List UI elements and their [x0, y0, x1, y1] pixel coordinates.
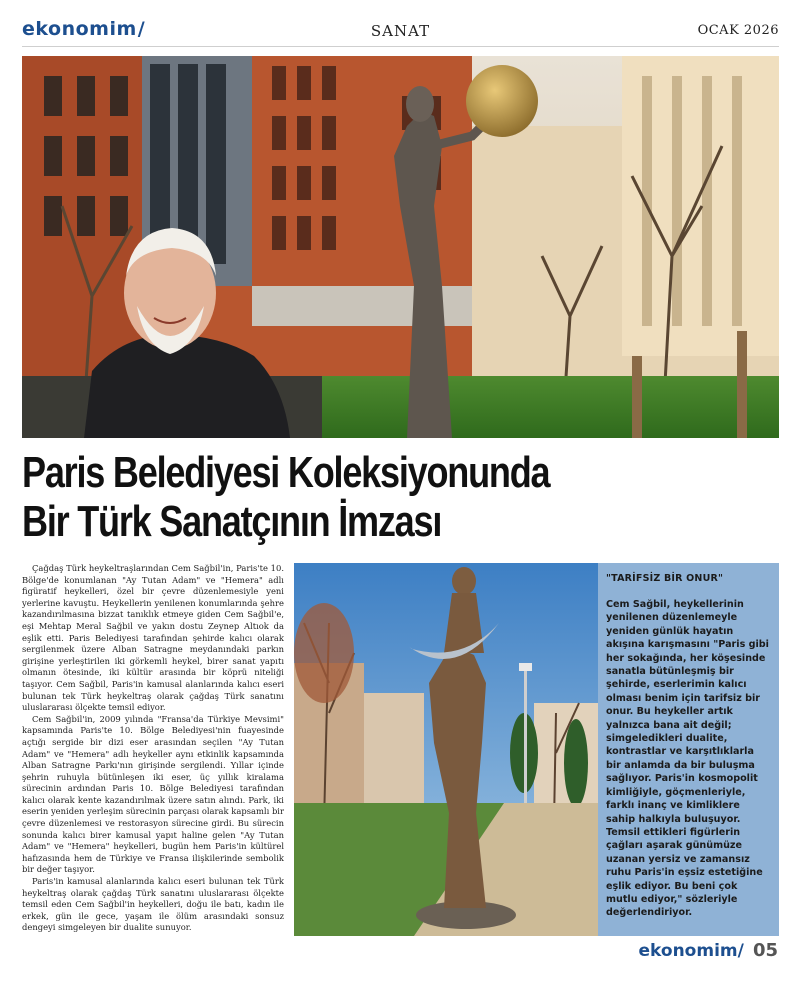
body-paragraph-2: Cem Sağbil'in, 2009 yılında "Fransa'da Türkiye Mevsimi" kapsamında Paris'te 10. Bölge Belediyesi'nin fuayesinde açtığı sergide bir dizi eser arasından seçilen "Ay Tutan Adam" ve "Hemera" adlı heykeller aynı etkinlik kapsamında Alban Satragne Parkı'nın girişinde sergilendi. Yıllar içinde şehrin ruhuyla bütünleşen iki eser, üç yıllık kiralama sürecinin ardından Paris 10. Bölge Belediyesi tarafından kalıcı olarak kente kazandırılmak üzere satın alındı. Park, iki eserin yeniden yerleşim sürecinin parçası olarak kapsamlı bir çevre düzenlemesi ve restorasyon sürecine girdi. Bu sürecin sonunda kalıcı birer kamusal yapıt haline gelen "Ay Tutan Adam" ve "Hemera" heykelleri, bugün hem Paris'in kültürel hafızasında hem de Türkiye ve Fransa ilişkilerinde sembolik bir değer taşıyor.: [22, 713, 284, 875]
statue-illustration: [294, 563, 599, 936]
page-header: [22, 14, 779, 47]
body-paragraph-1: Çağdaş Türk heykeltraşlarından Cem Sağbil'in, Paris'te 10. Bölge'de konumlanan "Ay Tutan Adam" ve "Hemera" adlı figüratif heykelleri, özel bir çevre düzenlemesiyle yeni yerlerine kavuştu. Heykellerin yenilenen konumlarında şehre kazandırılmasına bizzat tanıklık etmeye giden Cem Sağbil'e, eşi Mehtap Meral Sağbil ve yakın dostu Zeynep Altıok da eşlik etti. Paris Belediyesi tarafından şehirde kalıcı olarak sergilenmek üzere Alban Satragne meydanındaki parkın girişine yerleştirilen iki görkemli heykel, birer sanat yapıtı olmanın ötesinde, iki kültür arasında bir köprü niteliği taşıyor. Cem Sağbil, Paris'in kamusal alanlarında kalıcı eseri bulunan tek Türk heykeltraş olarak çağdaş Türk sanatını uluslararası ölçekte temsil ediyor.: [22, 563, 284, 713]
section-label: SANAT: [370, 22, 431, 40]
hero-illustration: [22, 56, 779, 438]
hero-photo: [22, 56, 779, 438]
issue-date: OCAK 2026: [697, 23, 779, 38]
footer-logo: ekonomim/: [638, 940, 744, 961]
sidebar-title: "TARİFSİZ BİR ONUR": [606, 573, 724, 584]
headline: [22, 448, 643, 546]
quote-sidebar: [598, 563, 779, 936]
sidebar-text: Cem Sağbil, heykellerinin yenilenen düzenlemeyle yeniden günlük hayatın akışına karışmasını "Paris gibi her sokağında, her köşesinde sanatla bütünleşmiş bir şehirde, eserlerimin kalıcı olması benim için tarifsiz bir onur. Bu heykeller artık yalnızca bana ait değil; simgeledikleri dualite, kontrastlar ve karşıtlıklarla bir anlamda da bir buluşma sağlıyor. Paris'in kosmopolit kimliğiyle, göçmenleriyle, farklı inanç ve kimliklere sahip halkıyla buluşuyor. Temsil ettikleri figürlerin çağları aşarak günümüze uzanan yersiz ve zamansız ruhu Paris'in eşsiz estetiğine eşlik ediyor. Bu beni çok mutlu ediyor," sözleriyle değerlendiriyor.: [606, 599, 769, 919]
body-paragraph-3: Paris'in kamusal alanlarında kalıcı eseri bulunan tek Türk heykeltraş olarak çağdaş Türk sanatını uluslararası ölçekte temsil eden Cem Sağbil'in heykelleri, doğu ile batı, kadın ile erkek, gün ile gece, yaşam ile ölüm arasındaki sonsuz dengeyi simgeleyen bir dualite sunuyor.: [22, 876, 284, 933]
headline-line-1: Paris Belediyesi Koleksiyonunda: [22, 448, 550, 497]
statue-photo: [294, 563, 599, 936]
ekonomim-logo: ekonomim/: [22, 18, 146, 40]
headline-line-2: Bir Türk Sanatçının İmzası: [22, 497, 442, 546]
article-body: [22, 563, 284, 934]
page-number: 05: [752, 940, 778, 961]
page-footer: [639, 940, 778, 968]
